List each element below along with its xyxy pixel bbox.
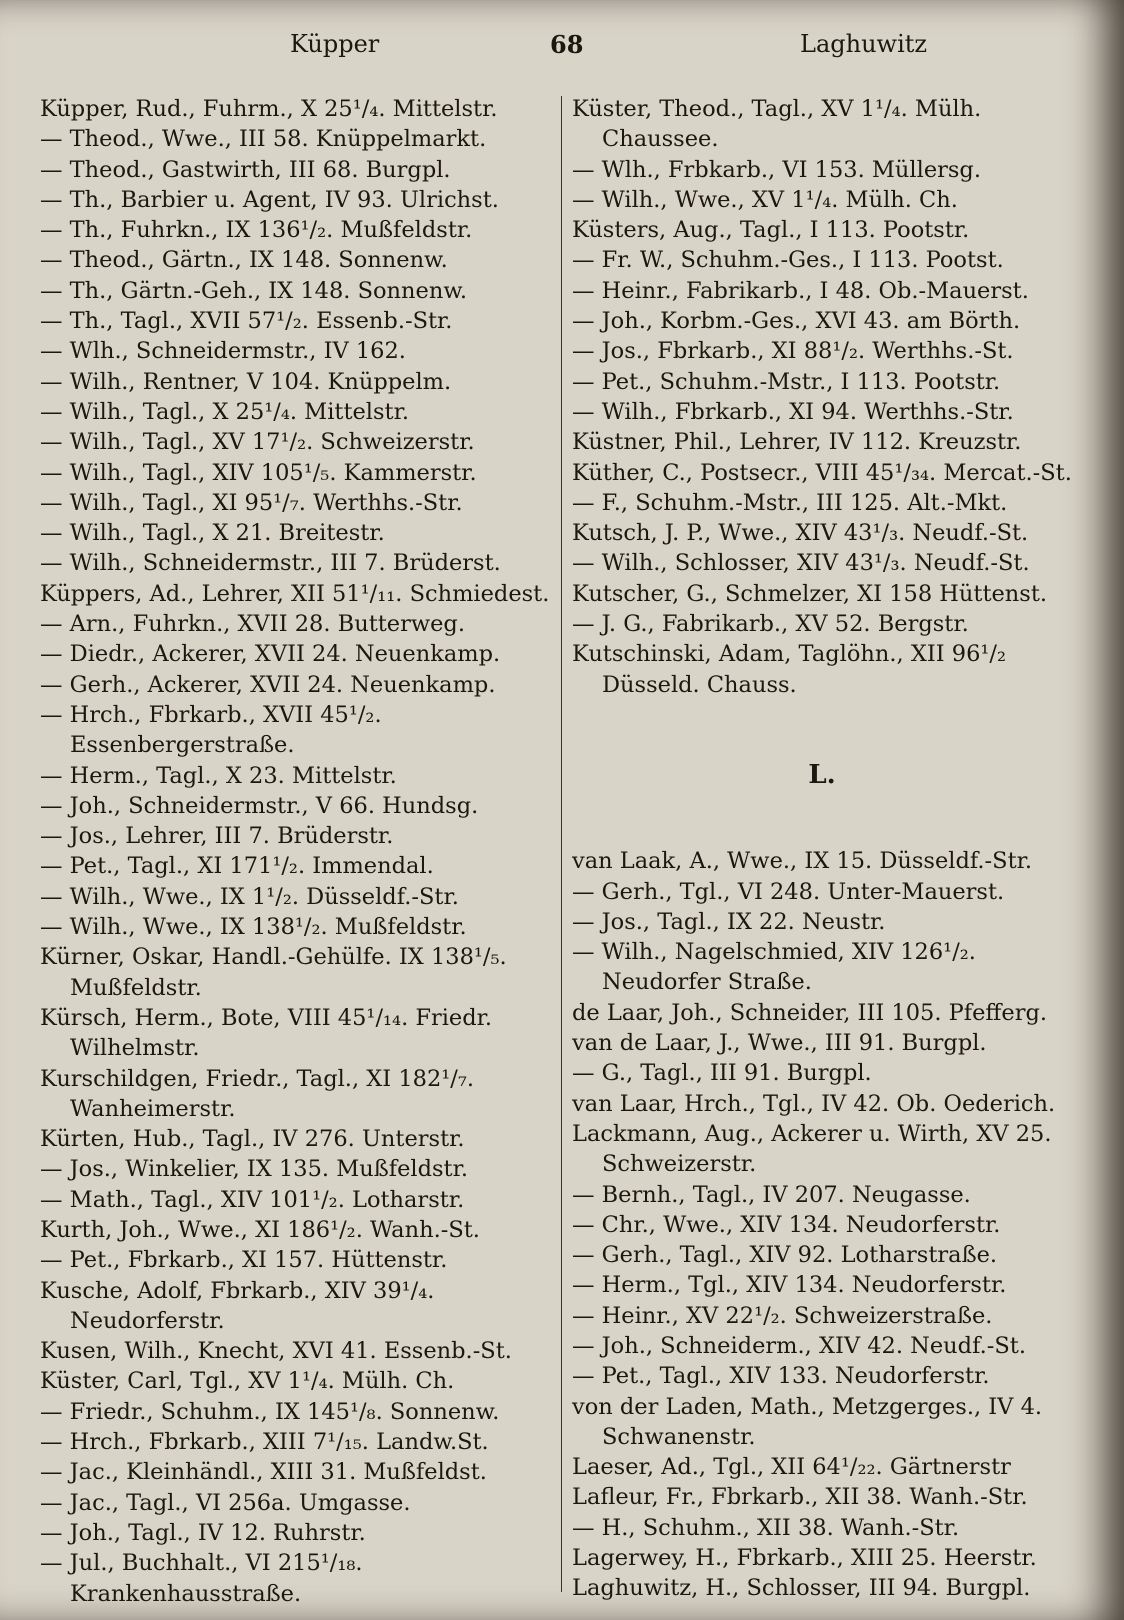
directory-entry: — Joh., Korbm.-Ges., XVI 43. am Börth. xyxy=(572,308,1021,335)
directory-entry: Kusche, Adolf, Fbrkarb., XIV 39¹/₄. Neudorferstr. xyxy=(40,1277,435,1334)
directory-entry: — Math., Tagl., XIV 101¹/₂. Lotharstr. xyxy=(40,1186,465,1213)
directory-entry: — Wilh., Fbrkarb., XI 94. Werthhs.-Str. xyxy=(572,398,1014,425)
directory-entry: Küppers, Ad., Lehrer, XII 51¹/₁₁. Schmiedest. xyxy=(40,580,550,607)
directory-entry: — Pet., Schuhm.-Mstr., I 113. Pootstr. xyxy=(572,368,1001,395)
directory-entry: — Joh., Schneidermstr., V 66. Hundsg. xyxy=(40,792,479,819)
directory-entry: — Jul., Buchhalt., VI 215¹/₁₈. Krankenhausstraße. xyxy=(40,1550,363,1607)
directory-entry: — Heinr., Fabrikarb., I 48. Ob.-Mauerst. xyxy=(572,277,1029,304)
directory-entry: van Laar, Hrch., Tgl., IV 42. Ob. Oederich. xyxy=(572,1090,1056,1117)
right-column-l-entries xyxy=(572,846,1072,1603)
directory-entry: Lackmann, Aug., Ackerer u. Wirth, XV 25. Schweizerstr. xyxy=(572,1120,1052,1178)
directory-entry: — Fr. W., Schuhm.-Ges., I 113. Pootst. xyxy=(572,247,1004,274)
directory-entry: — G., Tagl., III 91. Burgpl. xyxy=(572,1060,872,1087)
directory-entry: — H., Schuhm., XII 38. Wanh.-Str. xyxy=(572,1514,960,1541)
directory-entry: Kurth, Joh., Wwe., XI 186¹/₂. Wanh.-St. xyxy=(40,1216,480,1243)
directory-entry: — Wilh., Tagl., X 25¹/₄. Mittelstr. xyxy=(40,398,410,425)
directory-entry: — Jac., Kleinhändl., XIII 31. Mußfeldst. xyxy=(40,1459,487,1486)
directory-entry: Lafleur, Fr., Fbrkarb., XII 38. Wanh.-Str. xyxy=(572,1484,1028,1511)
directory-entry: Küster, Carl, Tgl., XV 1¹/₄. Mülh. Ch. xyxy=(40,1368,455,1395)
directory-entry: — Arn., Fuhrkn., XVII 28. Butterweg. xyxy=(40,611,465,638)
directory-entry: — Hrch., Fbrkarb., XIII 7¹/₁₅. Landw.St. xyxy=(40,1429,489,1456)
directory-entry: Küpper, Rud., Fuhrm., X 25¹/₄. Mittelstr. xyxy=(40,96,498,122)
directory-entry: — Pet., Tagl., XI 171¹/₂. Immendal. xyxy=(40,853,434,880)
directory-entry: van Laak, A., Wwe., IX 15. Düsseldf.-Str. xyxy=(572,848,1033,875)
directory-entry: — Wilh., Rentner, V 104. Knüppelm. xyxy=(40,368,452,395)
directory-entry: — Gerh., Tgl., VI 248. Unter-Mauerst. xyxy=(572,878,1005,905)
directory-entry: — Wilh., Wwe., IX 1¹/₂. Düsseldf.-Str. xyxy=(40,883,459,910)
directory-entry: — Wilh., Schlosser, XIV 43¹/₃. Neudf.-St. xyxy=(572,550,1030,577)
directory-entry: Küster, Theod., Tagl., XV 1¹/₄. Mülh. Chaussee. xyxy=(572,96,982,153)
directory-entry: — Hrch., Fbrkarb., XVII 45¹/₂. Essenbergerstraße. xyxy=(40,701,382,759)
directory-entry: — Joh., Schneiderm., XIV 42. Neudf.-St. xyxy=(572,1332,1026,1359)
directory-entry: de Laar, Joh., Schneider, III 105. Pfefferg. xyxy=(572,999,1048,1026)
directory-entry: — Wilh., Tagl., XV 17¹/₂. Schweizerstr. xyxy=(40,429,475,456)
directory-entry: — Th., Fuhrkn., IX 136¹/₂. Mußfeldstr. xyxy=(40,217,473,244)
directory-entry: — J. G., Fabrikarb., XV 52. Bergstr. xyxy=(572,611,969,638)
directory-entry: — Friedr., Schuhm., IX 145¹/₈. Sonnenw. xyxy=(40,1398,500,1425)
directory-entry: Lagerwey, H., Fbrkarb., XIII 25. Heerstr. xyxy=(572,1545,1037,1572)
directory-entry: — Heinr., XV 22¹/₂. Schweizerstraße. xyxy=(572,1302,993,1329)
directory-entry: — F., Schuhm.-Mstr., III 125. Alt.-Mkt. xyxy=(572,489,1008,516)
directory-entry: — Chr., Wwe., XIV 134. Neudorferstr. xyxy=(572,1211,1001,1238)
right-column-k-entries xyxy=(572,94,1072,700)
directory-entry: Kürten, Hub., Tagl., IV 276. Unterstr. xyxy=(40,1126,465,1153)
directory-entry: — Th., Tagl., XVII 57¹/₂. Essenb.-Str. xyxy=(40,308,453,335)
directory-entry: Kutschinski, Adam, Taglöhn., XII 96¹/₂ Düsseld. Chauss. xyxy=(572,641,1007,698)
directory-entry: — Wilh., Schneidermstr., III 7. Brüderst. xyxy=(40,550,501,577)
directory-entry: — Th., Gärtn.-Geh., IX 148. Sonnenw. xyxy=(40,277,468,304)
directory-entry: — Wilh., Nagelschmied, XIV 126¹/₂. Neudorfer Straße. xyxy=(572,939,976,996)
directory-entry: — Pet., Fbrkarb., XI 157. Hüttenstr. xyxy=(40,1247,448,1274)
directory-entry: — Th., Barbier u. Agent, IV 93. Ulrichst. xyxy=(40,186,499,213)
directory-entry: — Herm., Tgl., XIV 134. Neudorferstr. xyxy=(572,1272,1007,1299)
directory-entry: — Pet., Tagl., XIV 133. Neudorferstr. xyxy=(572,1363,990,1390)
directory-entry: — Wilh., Wwe., XV 1¹/₄. Mülh. Ch. xyxy=(572,186,958,213)
directory-entry: — Wilh., Tagl., XIV 105¹/₅. Kammerstr. xyxy=(40,459,477,486)
header-first-name: Küpper xyxy=(290,30,380,58)
directory-entry: — Gerh., Tagl., XIV 92. Lotharstraße. xyxy=(572,1242,998,1269)
directory-entry: von der Laden, Math., Metzgerges., IV 4. Schwanenstr. xyxy=(572,1393,1043,1450)
header-last-name: Laghuwitz xyxy=(800,30,928,58)
column-divider xyxy=(561,96,562,1592)
directory-entry: — Diedr., Ackerer, XVII 24. Neuenkamp. xyxy=(40,641,501,668)
directory-entry: Küstner, Phil., Lehrer, IV 112. Kreuzstr. xyxy=(572,429,1022,456)
directory-entry: Laghuwitz, H., Schlosser, III 94. Burgpl. xyxy=(572,1575,1031,1602)
page-header xyxy=(40,30,1080,70)
directory-entry: — Jac., Tagl., VI 256a. Umgasse. xyxy=(40,1489,411,1516)
directory-entry: — Jos., Fbrkarb., XI 88¹/₂. Werthhs.-St. xyxy=(572,338,1014,365)
directory-entry: — Jos., Lehrer, III 7. Brüderstr. xyxy=(40,823,394,850)
directory-entry: Kusen, Wilh., Knecht, XVI 41. Essenb.-St. xyxy=(40,1338,512,1365)
directory-entry: — Wlh., Frbkarb., VI 153. Müllersg. xyxy=(572,156,981,183)
directory-entry: — Wilh., Wwe., IX 138¹/₂. Mußfeldstr. xyxy=(40,914,467,941)
directory-entry: Laeser, Ad., Tgl., XII 64¹/₂₂. Gärtnerstr xyxy=(572,1454,1011,1481)
directory-entry: — Joh., Tagl., IV 12. Ruhrstr. xyxy=(40,1519,366,1546)
directory-entry: — Wilh., Tagl., XI 95¹/₇. Werthhs.-Str. xyxy=(40,489,463,516)
directory-entry: Kurschildgen, Friedr., Tagl., XI 182¹/₇. Wanheimerstr. xyxy=(40,1065,475,1122)
directory-entry: Kürsch, Herm., Bote, VIII 45¹/₁₄. Friedr. Wilhelmstr. xyxy=(40,1004,493,1062)
right-column xyxy=(572,94,1072,1604)
directory-entry: — Wlh., Schneidermstr., IV 162. xyxy=(40,338,406,365)
directory-entry: Küther, C., Postsecr., VIII 45¹/₃₄. Mercat.-St. xyxy=(572,459,1072,486)
directory-entry: — Herm., Tagl., X 23. Mittelstr. xyxy=(40,762,397,789)
directory-entry: — Jos., Tagl., IX 22. Neustr. xyxy=(572,908,886,935)
section-letter-heading: L. xyxy=(808,759,836,790)
directory-entry: Kürner, Oskar, Handl.-Gehülfe. IX 138¹/₅. Mußfeldstr. xyxy=(40,944,507,1001)
directory-entry: — Wilh., Tagl., X 21. Breitestr. xyxy=(40,520,385,547)
directory-entry: — Theod., Gastwirth, III 68. Burgpl. xyxy=(40,156,451,183)
directory-entry: Küsters, Aug., Tagl., I 113. Pootstr. xyxy=(572,217,970,244)
directory-entry: van de Laar, J., Wwe., III 91. Burgpl. xyxy=(572,1030,987,1057)
directory-entry: Kutscher, G., Schmelzer, XI 158 Hüttenst. xyxy=(572,580,1048,607)
directory-entry: Kutsch, J. P., Wwe., XIV 43¹/₃. Neudf.-St. xyxy=(572,520,1029,547)
directory-entry: — Theod., Gärtn., IX 148. Sonnenw. xyxy=(40,247,448,274)
left-column xyxy=(40,94,560,1609)
page-number: 68 xyxy=(550,30,584,59)
directory-entry: — Theod., Wwe., III 58. Knüppelmarkt. xyxy=(40,126,487,153)
directory-entry: — Jos., Winkelier, IX 135. Mußfeldstr. xyxy=(40,1156,469,1183)
directory-entry: — Bernh., Tagl., IV 207. Neugasse. xyxy=(572,1181,971,1208)
directory-entry: — Gerh., Ackerer, XVII 24. Neuenkamp. xyxy=(40,671,496,698)
